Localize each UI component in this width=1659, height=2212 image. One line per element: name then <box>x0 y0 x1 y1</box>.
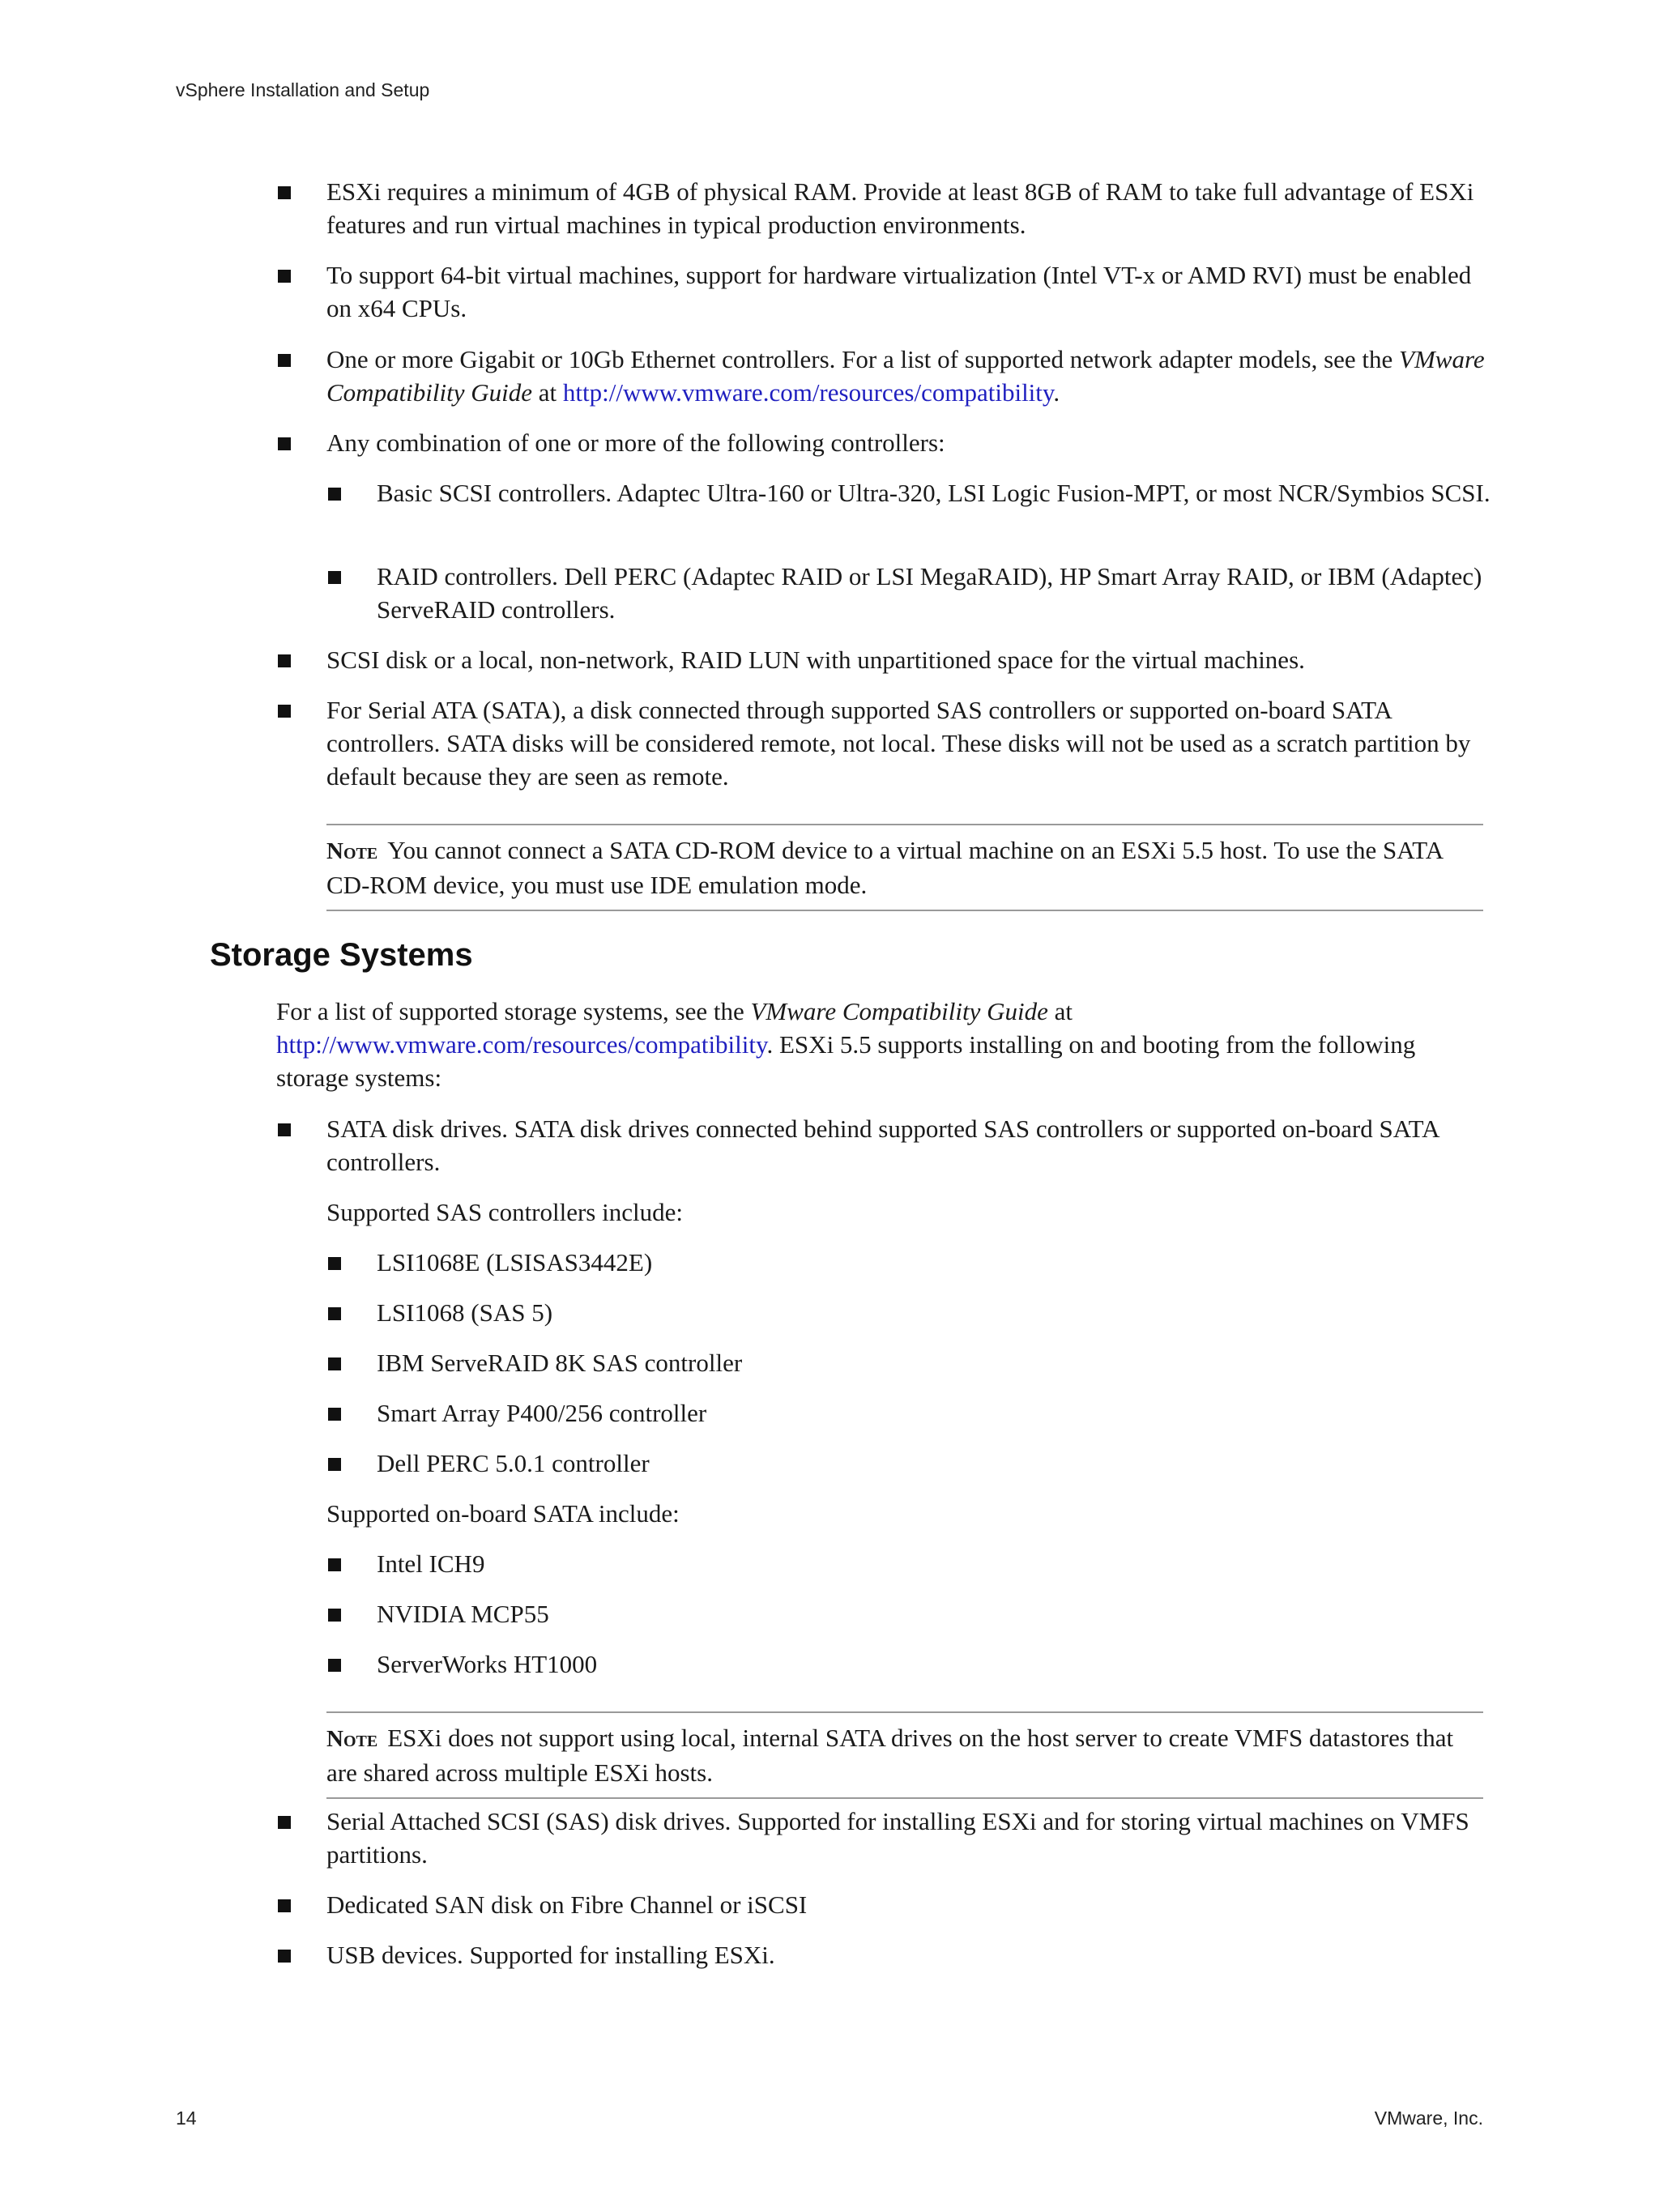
sub-list-item-text: LSI1068E (LSISAS3442E) <box>377 1248 653 1276</box>
sub-list-item-text: LSI1068 (SAS 5) <box>377 1298 553 1327</box>
list-item-text: SATA disk drives. SATA disk drives connected behind supported SAS controllers or supported on-board SATA controllers. <box>326 1115 1439 1176</box>
bullet-icon <box>328 1357 341 1370</box>
list-item-text: Serial Attached SCSI (SAS) disk drives. Supported for installing ESXi and for storing virtual machines on VMFS partitions. <box>326 1807 1469 1869</box>
running-header: vSphere Installation and Setup <box>176 79 430 100</box>
bullet-icon <box>328 1558 341 1571</box>
sub-list-item-text: Basic SCSI controllers. Adaptec Ultra-160 or Ultra-320, LSI Logic Fusion-MPT, or most NCR/Symbios SCSI. <box>377 479 1491 507</box>
bullet-icon <box>278 1123 291 1136</box>
bullet-icon <box>328 1307 341 1320</box>
sub-list-item-text: NVIDIA MCP55 <box>377 1600 549 1628</box>
bullet-icon <box>278 186 291 199</box>
list-item-text: Dedicated SAN disk on Fibre Channel or iSCSI <box>326 1890 808 1919</box>
list-item-text: USB devices. Supported for installing ESXi. <box>326 1941 775 1969</box>
sub-list-item-text: RAID controllers. Dell PERC (Adaptec RAID or LSI MegaRAID), HP Smart Array RAID, or IBM (Adaptec) ServeRAID controllers. <box>377 562 1482 624</box>
list-item-text: Any combination of one or more of the following controllers: <box>326 428 945 457</box>
list-item-text: SCSI disk or a local, non-network, RAID LUN with unpartitioned space for the virtual machines. <box>326 646 1305 674</box>
section-heading: Storage Systems <box>210 937 473 973</box>
sub-list-item-text: Smart Array P400/256 controller <box>377 1399 707 1427</box>
guide-title: VMware Compatibility Guide <box>750 997 1048 1025</box>
bullet-icon <box>328 1609 341 1622</box>
sas-heading: Supported SAS controllers include: <box>326 1198 683 1226</box>
bullet-icon <box>328 571 341 584</box>
bullet-icon <box>278 654 291 667</box>
footer-company: VMware, Inc. <box>1374 2108 1483 2129</box>
bullet-icon <box>278 1899 291 1912</box>
list-item-text: To support 64-bit virtual machines, support for hardware virtualization (Intel VT-x or AMD RVI) must be enabled on x64 CPUs. <box>326 261 1472 322</box>
guide-title: VMware Compatibility Guide <box>326 345 1485 407</box>
note-label: Note <box>326 838 378 864</box>
note-text: You cannot connect a SATA CD-ROM device to a virtual machine on an ESXi 5.5 host. To use the SATA CD-ROM device, you must use IDE emulation mode. <box>326 836 1443 899</box>
bullet-icon <box>278 1950 291 1963</box>
bullet-icon <box>328 1257 341 1270</box>
bullet-icon <box>278 1816 291 1829</box>
sub-list-item-text: ServerWorks HT1000 <box>377 1650 598 1678</box>
note-text: ESXi does not support using local, internal SATA drives on the host server to create VMFS datastores that are shared across multiple ESXi hosts. <box>326 1724 1454 1787</box>
bullet-icon <box>278 354 291 367</box>
bullet-icon <box>328 1458 341 1471</box>
sub-list-item-text: IBM ServeRAID 8K SAS controller <box>377 1349 743 1377</box>
bullet-icon <box>328 488 341 501</box>
sub-list-item-text: Dell PERC 5.0.1 controller <box>377 1449 650 1477</box>
list-item-text: For Serial ATA (SATA), a disk connected through supported SAS controllers or supported on-board SATA controllers. SATA disks will be considered remote, not local. These disks will not be used as a scratch partition by default because they are seen as remote. <box>326 696 1471 791</box>
onboard-heading: Supported on-board SATA include: <box>326 1499 680 1528</box>
bullet-icon <box>278 437 291 450</box>
page-number: 14 <box>176 2108 197 2129</box>
bullet-icon <box>328 1408 341 1421</box>
compatibility-link[interactable]: http://www.vmware.com/resources/compatibility <box>562 378 1054 407</box>
note-label: Note <box>326 1726 378 1752</box>
bullet-icon <box>328 1659 341 1672</box>
compatibility-link[interactable]: http://www.vmware.com/resources/compatibility <box>276 1030 767 1059</box>
list-item-text: One or more Gigabit or 10Gb Ethernet controllers. For a list of supported network adapter models, see the VMware Compatibility Guide at http://www.vmware.com/resources/compatibility. <box>326 345 1485 407</box>
note-box <box>326 1711 1483 1799</box>
sub-list-item-text: Intel ICH9 <box>377 1549 485 1578</box>
list-item-text: ESXi requires a minimum of 4GB of physical RAM. Provide at least 8GB of RAM to take full advantage of ESXi features and run virtual machines in typical production environments. <box>326 177 1474 239</box>
note-box <box>326 824 1483 911</box>
bullet-icon <box>278 705 291 718</box>
intro-paragraph: For a list of supported storage systems, see the VMware Compatibility Guide at http://www.vmware.com/resources/compatibility. ESXi 5.5 supports installing on and booting from the following storage systems: <box>276 997 1416 1092</box>
bullet-icon <box>278 270 291 283</box>
